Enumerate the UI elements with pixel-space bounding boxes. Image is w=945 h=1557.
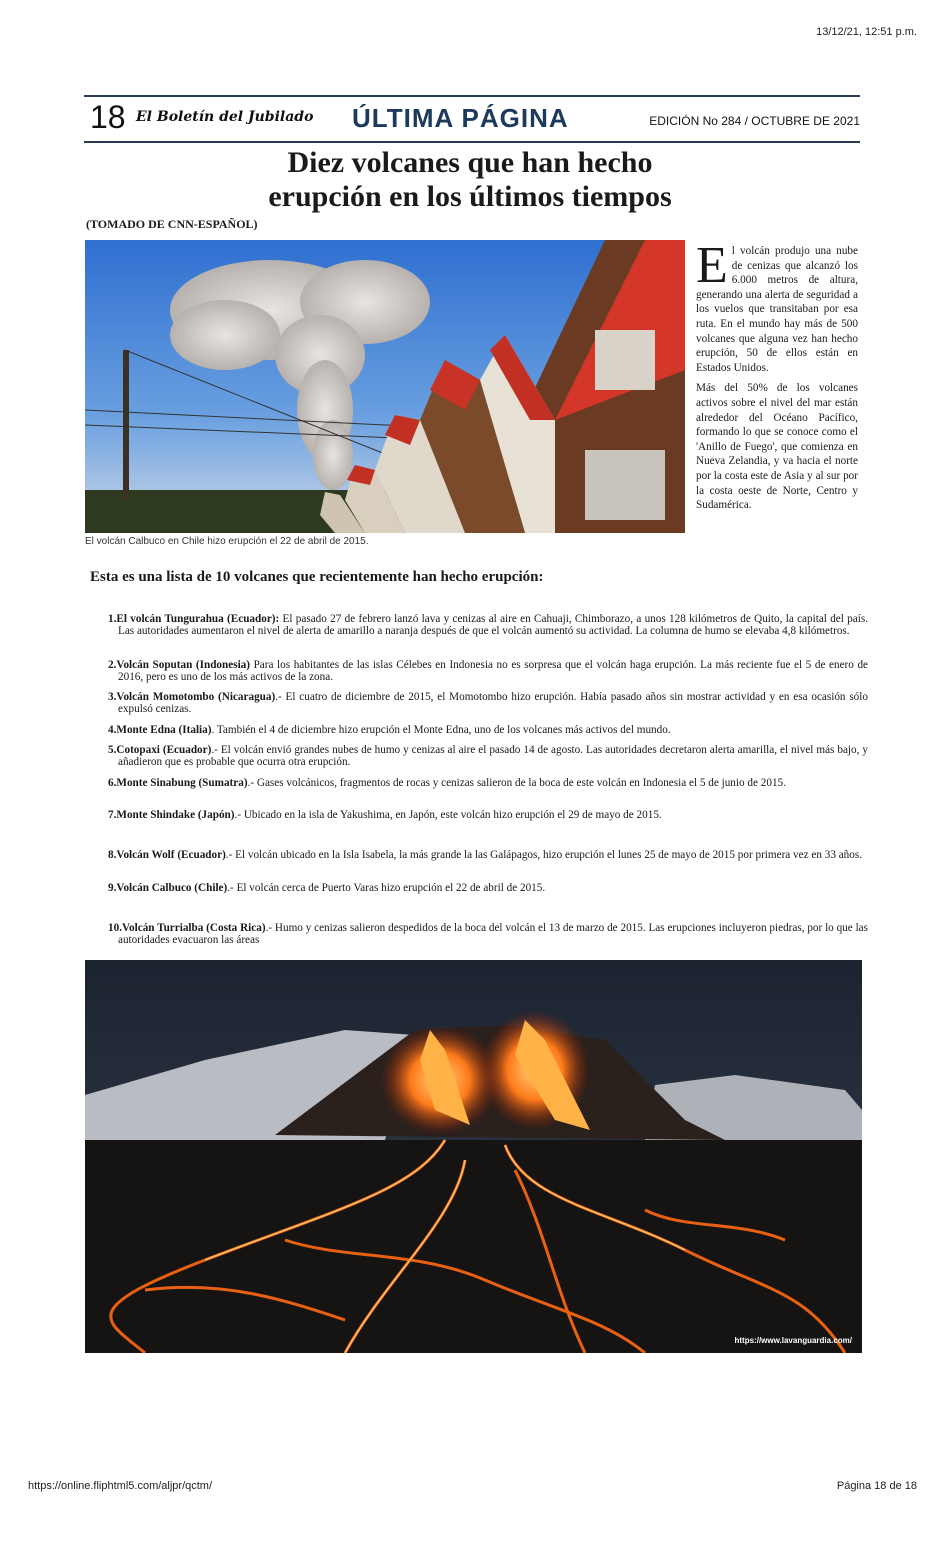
lava-illustration (85, 960, 862, 1353)
page-number: 18 (90, 99, 126, 135)
list-item (108, 882, 868, 894)
volcano-name: 5.Cotopaxi (Ecuador) (108, 744, 212, 756)
volcano-name: 9.Volcán Calbuco (Chile) (108, 882, 228, 894)
page-url: https://online.fliphtml5.com/aljpr/qctm/ (28, 1480, 213, 1492)
list-item (108, 744, 868, 769)
volcano-name: 2.Volcán Soputan (Indonesia) (108, 659, 250, 671)
calbuco-photo (85, 240, 685, 533)
volcano-text: El pasado 27 de febrero lanzó lava y cenizas al aire en Cahuaji, Chimborazo, a unos 128 kilómetros de Quito, la capital del país. Las autoridades aumentaron el nivel de alerta de amarillo a naranja después de que el volcán aumentó su actividad. La columna de humo se elevaba 4,8 kilómetros. (118, 613, 869, 638)
volcano-text: .- Humo y cenizas salieron despedidos de la boca del volcán el 13 de marzo de 2015. Las erupciones incluyeron piedras, por lo que las autoridades evacuaron las áreas (118, 922, 868, 947)
volcano-text: .- El volcán ubicado en la Isla Isabela, la más grande la las Galápagos, hizo erupción el lunes 25 de mayo de 2015 por primera vez en 33 años. (225, 849, 863, 861)
article-paragraph-1 (696, 237, 858, 375)
list-item (108, 777, 868, 789)
volcano-text: .- Ubicado en la isla de Yakushima, en Japón, este volcán hizo erupción el 29 de mayo de 2015. (234, 809, 662, 821)
volcano-name: 7.Monte Shindake (Japón) (108, 809, 235, 821)
volcano-text: .- El volcán cerca de Puerto Varas hizo erupción el 22 de abril de 2015. (227, 882, 546, 894)
volcano-text: Para los habitantes de las islas Célebes en Indonesia no es sorpresa que el volcán haga erupción. La más reciente fue el 5 de enero de 2016, pero es uno de los más activos de la zona. (118, 659, 869, 684)
volcano-name: 8.Volcán Wolf (Ecuador) (108, 849, 226, 861)
drop-cap: E (696, 237, 728, 294)
list-item (108, 849, 868, 861)
section-title: ÚLTIMA PÁGINA (352, 103, 569, 133)
list-item (108, 809, 868, 821)
page-indicator: Página 18 de 18 (836, 1480, 917, 1492)
headline-line-1: Diez volcanes que han hecho (287, 146, 653, 179)
calbuco-illustration (85, 240, 685, 533)
volcano-name: 1.El volcán Tungurahua (Ecuador): (108, 613, 280, 625)
volcano-name: 3.Volcán Momotombo (Nicaragua) (108, 691, 276, 703)
photo-caption: El volcán Calbuco en Chile hizo erupción el 22 de abril de 2015. (85, 536, 369, 547)
list-item (108, 922, 868, 947)
list-item (108, 724, 868, 736)
volcano-name: 10.Volcán Turrialba (Costa Rica) (108, 922, 266, 934)
volcano-text: .- El volcán envió grandes nubes de humo y cenizas al aire el pasado 14 de agosto. Las autoridades decretaron alerta amarilla, el nivel más bajo, y añadieron que es probable que ocurra otra erupción. (118, 744, 868, 769)
volcano-name: 6.Monte Sinabung (Sumatra) (108, 777, 248, 789)
list-item (108, 613, 868, 638)
paragraph-1-text: l volcán produjo una nube de cenizas que alcanzó los 6.000 metros de altura, generando una alerta de seguridad a los vuelos que transitaban por esa ruta. En el mundo hay más de 500 volcanes que alguna vez han hecho erupción, 50 de ellos están en Estados Unidos. (696, 245, 858, 374)
volcano-text: .- Gases volcánicos, fragmentos de rocas y cenizas salieron de la boca de este volcán en Indonesia el 5 de junio de 2015. (247, 777, 786, 789)
newspaper-name: El Boletín del Jubilado (136, 109, 314, 125)
article-body-column (696, 237, 858, 519)
photo-watermark: https://www.lavanguardia.com/ (734, 1336, 852, 1345)
volcano-name: 4.Monte Edna (Italia) (108, 724, 212, 736)
article-paragraph-2: Más del 50% de los volcanes activos sobre el nivel del mar están alrededor del Océano Pacífico, formando lo que se conoce como el 'Anillo de Fuego', que comienza en Nueva Zelandia, y va hacia el norte por la costa este de Asia y al sur por la costa oeste de Norte, Centro y Sudamérica. (696, 382, 858, 512)
list-item (108, 691, 868, 716)
article-headline (160, 146, 780, 214)
edition-info: EDICIÓN No 284 / OCTUBRE DE 2021 (649, 114, 860, 128)
lava-eruption-photo (85, 960, 862, 1353)
article-source: (TOMADO DE CNN-ESPAÑOL) (86, 217, 258, 231)
newspaper-header (84, 95, 860, 143)
volcano-text: . También el 4 de diciembre hizo erupción el Monte Edna, uno de los volcanes más activos del mundo. (211, 724, 671, 736)
print-timestamp: 13/12/21, 12:51 p.m. (816, 26, 917, 38)
list-title: Esta es una lista de 10 volcanes que recientemente han hecho erupción: (90, 569, 544, 585)
volcano-text: .- El cuatro de diciembre de 2015, el Momotombo hizo erupción. Había pasado años sin mostrar actividad y en esa ocasión sólo expulsó cenizas. (118, 691, 868, 716)
list-item (108, 659, 868, 684)
headline-line-2: erupción en los últimos tiempos (268, 180, 672, 213)
